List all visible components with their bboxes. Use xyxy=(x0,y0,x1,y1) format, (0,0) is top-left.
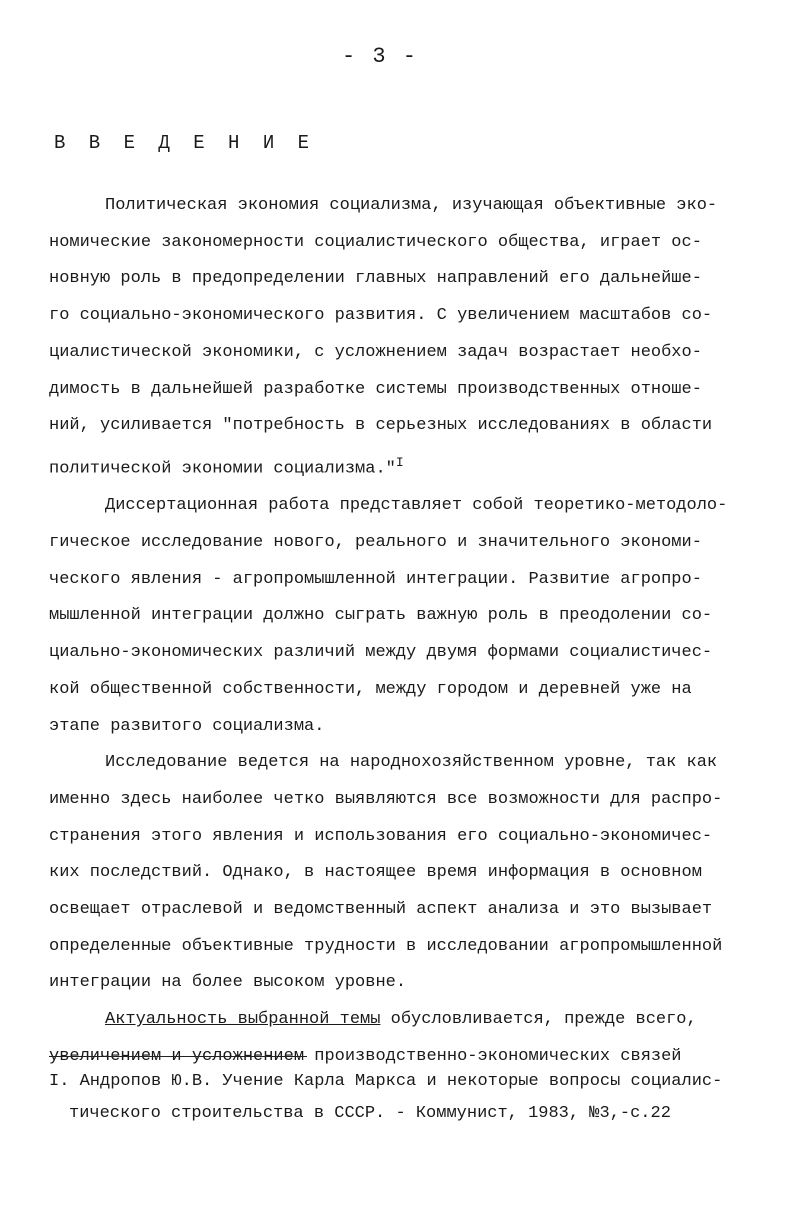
body-text xyxy=(49,188,761,1076)
footnote xyxy=(49,1066,761,1130)
footnote-marker: I xyxy=(395,454,404,470)
text-line: новную роль в предопределении главных направлений его дальнейше- xyxy=(49,269,702,289)
text-line: ческого явления - агропромышленной интеграции. Развитие агропро- xyxy=(49,569,702,589)
text-line: номические закономерности социалистического общества, играет ос- xyxy=(49,232,702,252)
text-line: ний, усиливается "потребность в серьезных исследованиях в области xyxy=(49,416,713,436)
text-line: го социально-экономического развития. С увеличением масштабов со- xyxy=(49,306,713,326)
text-line: именно здесь наиболее четко выявляются все возможности для распро- xyxy=(49,789,723,809)
text-line xyxy=(49,445,761,488)
text-line: Политическая экономия социализма, изучающая объективные эко- xyxy=(105,196,718,215)
footnote-divider xyxy=(49,1056,307,1057)
text-line: определенные объективные трудности в исследовании агропромышленной xyxy=(49,936,723,956)
text-line: Исследование ведется на народнохозяйственном уровне, так как xyxy=(105,753,718,773)
text-line: циалистической экономики, с усложнением задач возрастает необхо- xyxy=(49,342,702,362)
text-line-content: обусловливается, прежде всего, xyxy=(380,1010,697,1030)
text-line xyxy=(49,1002,761,1039)
text-line: освещает отраслевой и ведомственный аспект анализа и это вызывает xyxy=(49,900,713,920)
text-line: гическое исследование нового, реального и значительного экономи- xyxy=(49,532,702,552)
text-line: димость в дальнейшей разработке системы производственных отноше- xyxy=(49,379,702,399)
text-line: ких последствий. Однако, в настоящее время информация в основном xyxy=(49,863,702,883)
footnote-line: тического строительства в СССР. - Коммунист, 1983, №3,-с.22 xyxy=(69,1104,671,1123)
text-line: циально-экономических различий между двумя формами социалистичес- xyxy=(49,643,713,663)
text-line: этапе развитого социализма. xyxy=(49,716,325,736)
section-heading: В В Е Д Е Н И Е xyxy=(54,132,316,154)
footnote-line: I. Андропов Ю.В. Учение Карла Маркса и некоторые вопросы социалис- xyxy=(49,1072,723,1091)
text-line: кой общественной собственности, между городом и деревней уже на xyxy=(49,679,692,699)
text-line: странения этого явления и использования его социально-экономичес- xyxy=(49,826,713,846)
underlined-phrase: Актуальность выбранной темы xyxy=(105,1010,381,1030)
page-number: - 3 - xyxy=(341,44,418,69)
text-line-content: политической экономии социализма." xyxy=(49,459,396,479)
text-line: интеграции на более высоком уровне. xyxy=(49,973,407,993)
text-line: Диссертационная работа представляет собой теоретико-методоло- xyxy=(105,496,728,516)
text-line: мышленной интеграции должно сыграть важную роль в преодолении со- xyxy=(49,606,713,626)
text-line: увеличением и усложнением производственно-экономических связей xyxy=(49,1046,682,1066)
